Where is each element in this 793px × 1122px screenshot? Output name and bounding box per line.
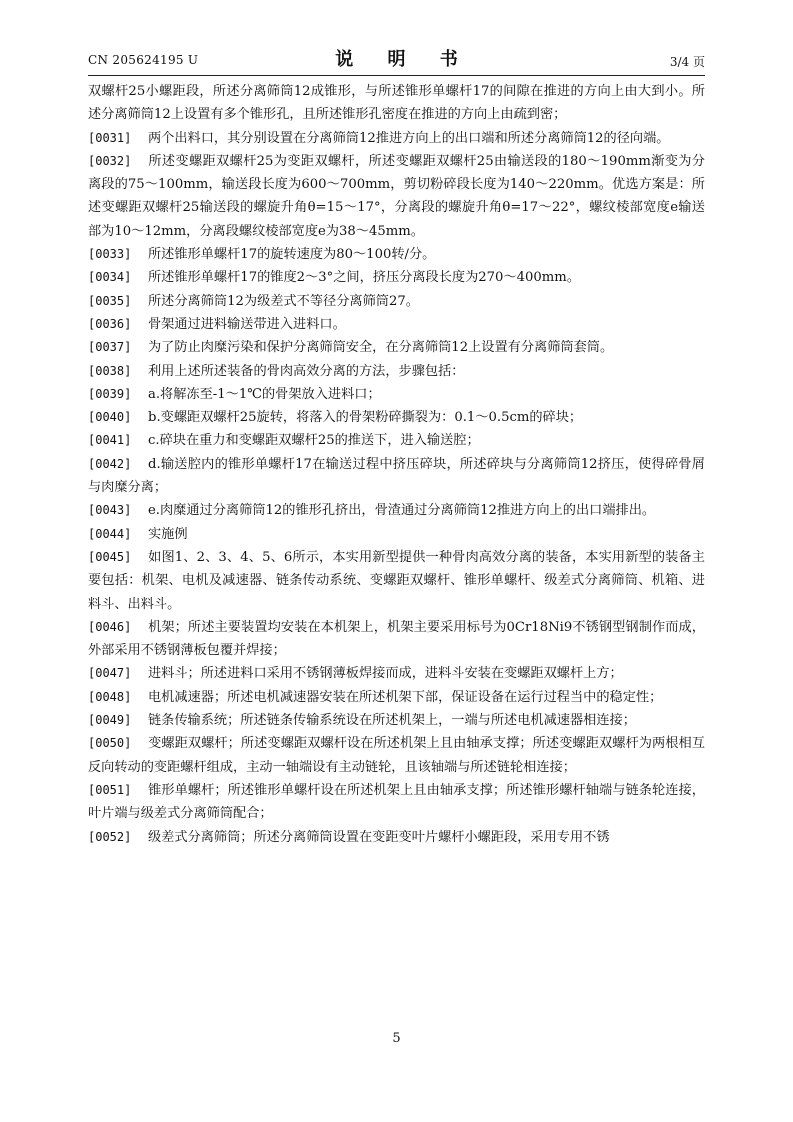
paragraph-number: [0046] — [88, 619, 132, 634]
paragraph-text: a.将解冻至-1～1℃的骨架放入进料口； — [148, 386, 381, 402]
paragraph — [88, 732, 705, 779]
paragraph — [88, 243, 705, 266]
paragraph-text: 两个出料口，其分别设置在分离筛筒12推进方向上的出口端和所述分离筛筒12的径向端。 — [148, 130, 670, 146]
paragraph — [88, 406, 705, 429]
paragraph-number: [0035] — [88, 293, 132, 308]
paragraph-text: 链条传输系统；所述链条传输系统设在所述机架上，一端与所述电机减速器相连接； — [148, 713, 636, 729]
paragraph-text: 所述变螺距双螺杆25为变距双螺杆，所述变螺距双螺杆25由输送段的180～190mm渐变为分离段的75～100mm，输送段长度为600～700mm，剪切粉碎段长度为140～220mm。优选方案是：所述变螺距双螺杆25输送段的螺旋升角θ=15～17°，分离段的螺旋升角θ=17～22°，螺纹棱部宽度e输送部为10～12mm，分离段螺纹棱部宽度e为38～45mm。 — [88, 153, 705, 239]
paragraph-number: [0045] — [88, 549, 132, 564]
paragraph-number: [0052] — [88, 829, 132, 844]
paragraph-text: 电机减速器；所述电机减速器安装在所述机架下部，保证设备在运行过程当中的稳定性； — [148, 689, 663, 705]
paragraph-number: [0041] — [88, 433, 132, 448]
paragraph-text: 实施例 — [148, 526, 188, 542]
paragraph-number: [0039] — [88, 386, 132, 401]
paragraph-text: 所述分离筛筒12为级差式不等径分离筛筒27。 — [148, 293, 419, 309]
paragraph — [88, 686, 705, 709]
document-number: CN 205624195 U — [88, 53, 199, 67]
paragraph-number: [0037] — [88, 340, 132, 355]
paragraph-number: [0050] — [88, 736, 132, 751]
paragraph-text: c.碎块在重力和变螺距双螺杆25的推送下，进入输送腔； — [148, 433, 480, 449]
paragraph — [88, 826, 705, 849]
paragraph — [88, 360, 705, 383]
paragraph-text: 如图1、2、3、4、5、6所示，本实用新型提供一种骨肉高效分离的装备，本实用新型的装备主要包括：机架、电机及减速器、链条传动系统、变螺距双螺杆、锥形单螺杆、级差式分离筛筒、机箱、进料斗、出料斗。 — [88, 549, 705, 612]
paragraph — [88, 150, 705, 243]
paragraph-number: [0044] — [88, 526, 132, 541]
paragraph-number: [0043] — [88, 503, 132, 518]
paragraph-text: 骨架通过进料输送带进入进料口。 — [148, 316, 346, 332]
paragraph-number: [0049] — [88, 713, 132, 728]
paragraph — [88, 709, 705, 732]
paragraph-text: d.输送腔内的锥形单螺杆17在输送过程中挤压碎块，所述碎块与分离筛筒12挤压，使得碎骨屑与肉糜分离； — [88, 456, 705, 496]
paragraph-text: 进料斗；所述进料口采用不锈钢薄板焊接而成，进料斗安装在变螺距双螺杆上方； — [148, 666, 623, 682]
paragraph — [88, 546, 705, 616]
paragraph-text: 为了防止肉糜污染和保护分离筛筒安全，在分离筛筒12上设置有分离筛筒套筒。 — [148, 340, 614, 356]
paragraph — [88, 429, 705, 452]
paragraph — [88, 127, 705, 150]
paragraph-text: 所述锥形单螺杆17的旋转速度为80～100转/分。 — [148, 247, 436, 263]
paragraph — [88, 313, 705, 336]
document-title: 说 明 书 — [335, 49, 472, 70]
paragraph — [88, 383, 705, 406]
paragraph-text: 双螺杆25小螺距段，所述分离筛筒12成锥形，与所述锥形单螺杆17的间隙在推进的方向上由大到小。所述分离筛筒12上设置有多个锥形孔，且所述锥形孔密度在推进的方向上由疏到密； — [88, 84, 705, 123]
header-divider — [88, 75, 705, 76]
paragraph — [88, 499, 705, 522]
paragraph-text: 变螺距双螺杆；所述变螺距双螺杆设在所述机架上且由轴承支撑；所述变螺距双螺杆为两根相互反向转动的变距螺杆组成，主动一轴端设有主动链轮，且该轴端与所述链轮相连接； — [88, 736, 705, 775]
paragraph — [88, 80, 705, 127]
paragraph-number: [0031] — [88, 130, 132, 145]
paragraph-text: 所述锥形单螺杆17的锥度2～3°之间，挤压分离段长度为270～400mm。 — [148, 270, 581, 286]
paragraph — [88, 523, 705, 546]
paragraph-number: [0047] — [88, 666, 132, 681]
paragraph-text: b.变螺距双螺杆25旋转，将落入的骨架粉碎撕裂为：0.1～0.5cm的碎块； — [148, 410, 583, 426]
paragraph — [88, 336, 705, 359]
paragraph-text: 机架；所述主要装置均安装在本机架上，机架主要采用标号为0Cr18Ni9不锈钢型钢制作而成，外部采用不锈钢薄板包覆并焊接； — [88, 619, 705, 659]
paragraph — [88, 453, 705, 500]
paragraph-text: 级差式分离筛筒；所述分离筛筒设置在变距变叶片螺杆小螺距段，采用专用不锈 — [148, 829, 610, 845]
paragraph-number: [0048] — [88, 689, 132, 704]
document-body — [88, 80, 705, 849]
paragraph — [88, 662, 705, 685]
page-fraction: 3/4 页 — [669, 55, 705, 69]
page-header — [88, 45, 705, 73]
paragraph — [88, 779, 705, 826]
paragraph-number: [0038] — [88, 363, 132, 378]
paragraph-number: [0042] — [88, 456, 132, 471]
paragraph — [88, 290, 705, 313]
paragraph-number: [0032] — [88, 153, 132, 168]
paragraph-number: [0033] — [88, 247, 132, 262]
paragraph-text: e.肉糜通过分离筛筒12的锥形孔挤出，骨渣通过分离筛筒12推进方向上的出口端排出。 — [148, 503, 656, 519]
paragraph — [88, 616, 705, 663]
paragraph-number: [0036] — [88, 316, 132, 331]
paragraph-text: 利用上述所述装备的骨肉高效分离的方法，步骤包括： — [148, 363, 465, 379]
paragraph — [88, 266, 705, 289]
paragraph-number: [0034] — [88, 270, 132, 285]
paragraph-number: [0040] — [88, 410, 132, 425]
paragraph-number: [0051] — [88, 782, 132, 797]
paragraph-text: 锥形单螺杆；所述锥形单螺杆设在所述机架上且由轴承支撑；所述锥形螺杆轴端与链条轮连接，叶片端与级差式分离筛筒配合； — [88, 782, 705, 822]
page-number: 5 — [392, 1031, 401, 1046]
